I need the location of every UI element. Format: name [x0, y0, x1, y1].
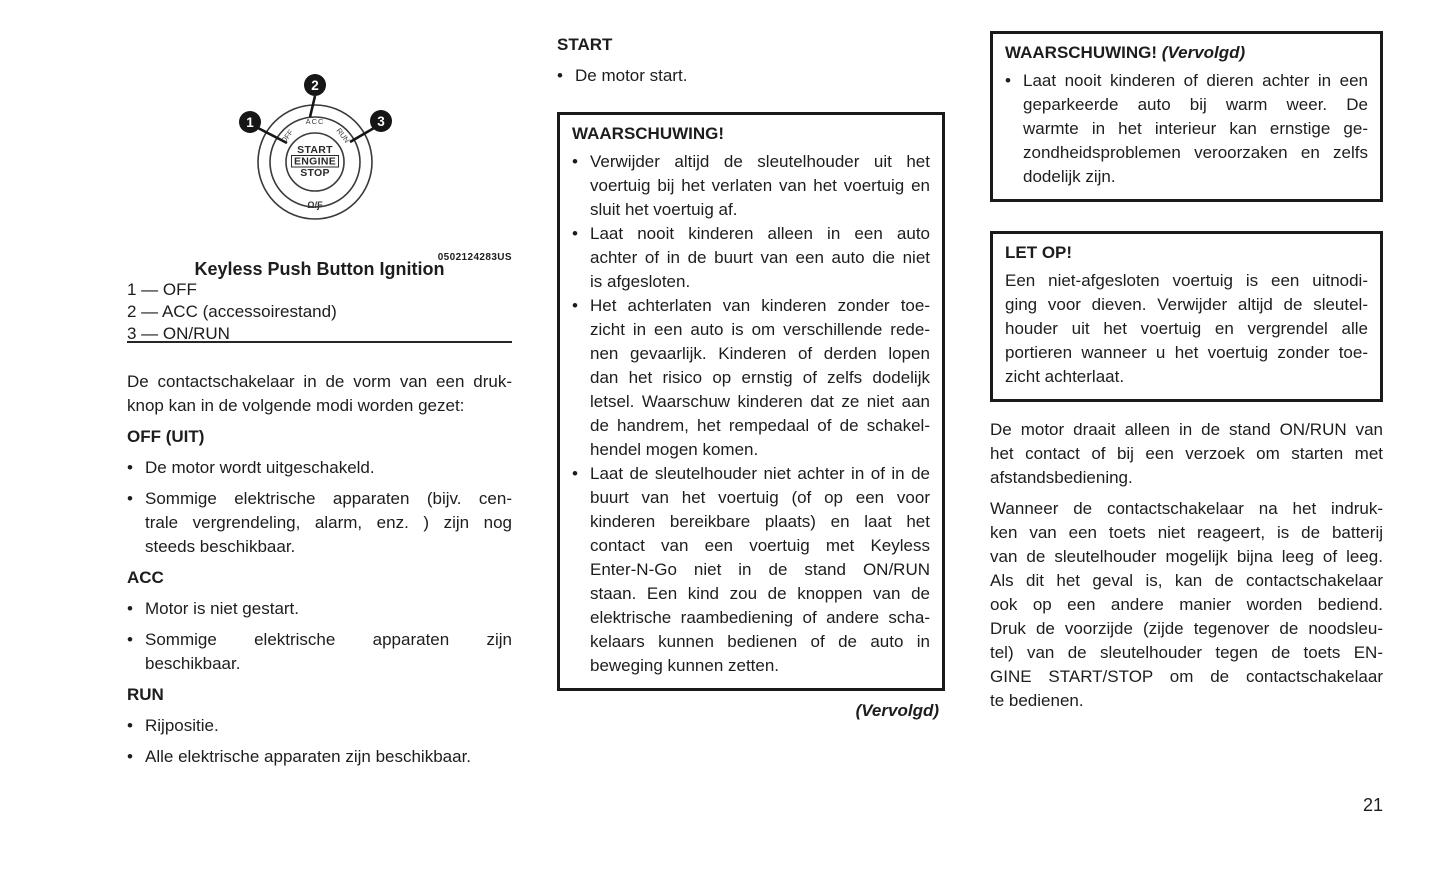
- dial-bottom-symbol: Ω/Ƒ: [307, 200, 323, 210]
- text-line: letsel. Waarschuw kinderen dat ze niet aan: [590, 392, 930, 411]
- bullet-item: [127, 628, 512, 676]
- button-label-start: START: [297, 144, 333, 156]
- dial-label-acc: ACC: [305, 117, 325, 126]
- caution-box-body: [1005, 269, 1368, 389]
- section-bullet: [127, 745, 512, 769]
- text-line: ging voor dieven. Verwijder altijd de sleutel-: [1005, 295, 1368, 314]
- text-line: kelaars kunnen bedienen of de auto in: [590, 632, 930, 651]
- button-label-engine: ENGINE: [293, 155, 337, 168]
- start-bullet-list: [557, 64, 945, 88]
- left-text-flow: [127, 370, 512, 776]
- text-line: geparkeerde auto bij warm weer. De: [1023, 95, 1368, 114]
- text-line: zicht achterlaat.: [1005, 367, 1125, 386]
- bullet-text: [145, 487, 512, 559]
- legend-item: 3 — ON/RUN: [127, 324, 230, 343]
- text-line: Alle elektrische apparaten zijn beschikbaar.: [145, 747, 472, 766]
- text-line: beweging kunnen zetten.: [590, 656, 780, 675]
- bullet-text: [1023, 69, 1368, 189]
- body-paragraph: [990, 418, 1383, 490]
- bullet-item: [557, 64, 945, 88]
- bullet-item: [1005, 69, 1368, 189]
- text-line: houder uit het voertuig en vergrendel alle: [1005, 319, 1368, 338]
- text-line: ken van een toets niet reageert, is de batterij: [990, 523, 1383, 542]
- warning-box-bullets: [572, 150, 930, 678]
- section-bullet: [127, 628, 512, 676]
- text-line: portieren wanneer u het voertuig zonder toe-: [1005, 343, 1368, 362]
- bullet-text: [145, 714, 512, 738]
- text-line: Laat de sleutelhouder niet achter in of in de: [590, 464, 930, 483]
- body-paragraph: [990, 497, 1383, 713]
- bullet-item: [127, 487, 512, 559]
- text-line: Laat nooit kinderen alleen in een auto: [590, 224, 930, 243]
- text-line: buurt van het voertuig (of op een voor: [590, 488, 930, 507]
- text-line: kinderen bereikbare plaats) en laat het: [590, 512, 930, 531]
- warning-continued-title-suffix: (Vervolgd): [1161, 43, 1246, 62]
- warning-box: [557, 112, 945, 691]
- text-line: nen gevaarlijk. Kinderen of derden lopen: [590, 344, 930, 363]
- dial-label-off: OFF: [278, 127, 296, 146]
- legend-item: 1 — OFF: [127, 280, 197, 299]
- text-line: Druk de voorzijde (zijde tegenover de noodsleu-: [990, 619, 1383, 638]
- bullet-text: [145, 745, 512, 769]
- text-line: de handrem, het rempedaal of de schakel-: [590, 416, 930, 435]
- section-bullet: [127, 714, 512, 738]
- text-line: zondheidsproblemen veroorzaken en zelfs: [1023, 143, 1368, 162]
- bullet-item: [572, 462, 930, 678]
- text-line: staan. Een kind zou de knoppen van de: [590, 584, 930, 603]
- text-line: zicht in een auto is om verschillende rede-: [590, 320, 930, 339]
- text-line: contact van een voertuig met Keyless: [590, 536, 930, 555]
- legend-item: 2 — ACC (accessoirestand): [127, 302, 337, 321]
- text-line: steeds beschikbaar.: [145, 537, 296, 556]
- callout-3-number: 3: [377, 114, 385, 129]
- bullet-marker: •: [127, 458, 133, 477]
- text-line: Enter-N-Go niet in de stand ON/RUN: [590, 560, 930, 579]
- text-line: van de sleutelhouder mogelijk bijna leeg of leeg.: [990, 547, 1383, 566]
- text-line: ook op een andere manier worden bediend.: [990, 595, 1383, 614]
- bullet-item: [127, 456, 512, 480]
- text-line: Motor is niet gestart.: [145, 599, 300, 618]
- bullet-marker: •: [572, 464, 578, 483]
- callout-2-number: 2: [311, 78, 319, 93]
- bullet-text: [145, 456, 512, 480]
- bullet-text: [590, 462, 930, 678]
- page-number: 21: [1362, 795, 1383, 815]
- section-bullet: [127, 456, 512, 480]
- figure-legend: [127, 279, 512, 345]
- caution-box-title: LET OP!: [1005, 243, 1073, 262]
- text-line: achter of in de buurt van een auto die niet: [590, 248, 930, 267]
- bullet-marker: •: [572, 152, 578, 171]
- text-line: De contactschakelaar in de vorm van een druk-: [127, 372, 512, 391]
- bullet-text: [590, 294, 930, 462]
- warning-continued-title-text: WAARSCHUWING!: [1005, 43, 1158, 62]
- text-line: te bedienen.: [990, 691, 1084, 710]
- text-line: is afgesloten.: [590, 272, 691, 291]
- bullet-marker: •: [572, 224, 578, 243]
- bullet-text: [590, 150, 930, 222]
- text-line: tel) van de sleutelhouder tegen de toets EN-: [990, 643, 1383, 662]
- bullet-text: [145, 628, 512, 676]
- bullet-item: [572, 294, 930, 462]
- text-line: beschikbaar.: [145, 654, 241, 673]
- intro-paragraph: [127, 370, 512, 418]
- text-line: dodelijk zijn.: [1023, 167, 1116, 186]
- text-line: Rijpositie.: [145, 716, 219, 735]
- section-bullet: [127, 487, 512, 559]
- text-line: sluit het voertuig af.: [590, 200, 738, 219]
- text-line: GINE START/STOP om de contactschakelaar: [990, 667, 1383, 686]
- text-line: Het achterlaten van kinderen zonder toe-: [590, 296, 930, 315]
- text-line: trale vergrendeling, alarm, enz. ) zijn nog: [145, 513, 512, 532]
- bullet-marker: •: [127, 716, 133, 735]
- ignition-diagram: [220, 60, 406, 236]
- warning-continued-bullets: [1005, 69, 1368, 189]
- bullet-marker: •: [572, 296, 578, 315]
- text-line: De motor draait alleen in de stand ON/RUN van: [990, 420, 1383, 439]
- warning-continued-box-title: [1005, 39, 1368, 67]
- text-line: Verwijder altijd de sleutelhouder uit het: [590, 152, 930, 171]
- text-line: voertuig bij het verlaten van het voertuig en: [590, 176, 930, 195]
- text-line: Als dit het geval is, kan de contactschakelaar: [990, 571, 1383, 590]
- text-line: Een niet-afgesloten voertuig is een uitnodi-: [1005, 271, 1368, 290]
- text-line: knop kan in de volgende modi worden gezet:: [127, 396, 465, 415]
- text-line: hendel mogen komen.: [590, 440, 759, 459]
- figure-caption: Keyless Push Button Ignition: [194, 259, 445, 279]
- button-label-stop: STOP: [300, 167, 330, 179]
- bullet-marker: •: [557, 66, 563, 85]
- bullet-marker: •: [1005, 71, 1011, 90]
- text-line: warmte in het interieur kan ernstige ge-: [1023, 119, 1368, 138]
- text-line: De motor start.: [575, 66, 688, 85]
- bullet-text: [590, 222, 930, 294]
- section-bullet: [127, 597, 512, 621]
- text-line: dan het risico op ernstig of zelfs dodelijk: [590, 368, 930, 387]
- figure-code: 0502124283US: [437, 252, 512, 263]
- bullet-item: [127, 745, 512, 769]
- text-line: De motor wordt uitgeschakeld.: [145, 458, 375, 477]
- bullet-marker: •: [127, 599, 133, 618]
- bullet-item: [127, 597, 512, 621]
- text-line: elektrische raambediening of andere scha-: [590, 608, 930, 627]
- bullet-marker: •: [127, 630, 133, 649]
- warning-continued-box: [990, 31, 1383, 202]
- start-heading: START: [557, 35, 613, 54]
- bullet-marker: •: [127, 489, 133, 508]
- section-heading: ACC: [127, 568, 164, 587]
- bullet-item: [127, 714, 512, 738]
- text-line: Wanneer de contactschakelaar na het indruk-: [990, 499, 1383, 518]
- bullet-text: [145, 597, 512, 621]
- callout-1-number: 1: [246, 115, 254, 130]
- text-line: Laat nooit kinderen of dieren achter in een: [1023, 71, 1368, 90]
- bullet-item: [572, 150, 930, 222]
- bullet-text: [575, 64, 945, 88]
- section-heading: OFF (UIT): [127, 427, 205, 446]
- bullet-item: [572, 222, 930, 294]
- callout-2-line: [310, 96, 315, 117]
- continued-note: (Vervolgd): [855, 701, 939, 720]
- text-line: Sommige elektrische apparaten zijn: [145, 630, 512, 649]
- text-line: het contact of bij een verzoek om starten met: [990, 444, 1383, 463]
- figure-divider: [127, 341, 512, 343]
- text-line: afstandsbediening.: [990, 468, 1133, 487]
- dial-label-run: RUN: [334, 126, 352, 145]
- caution-box: [990, 231, 1383, 402]
- section-heading: RUN: [127, 685, 164, 704]
- text-line: Sommige elektrische apparaten (bijv. cen-: [145, 489, 512, 508]
- warning-box-title: WAARSCHUWING!: [572, 124, 725, 143]
- bullet-marker: •: [127, 747, 133, 766]
